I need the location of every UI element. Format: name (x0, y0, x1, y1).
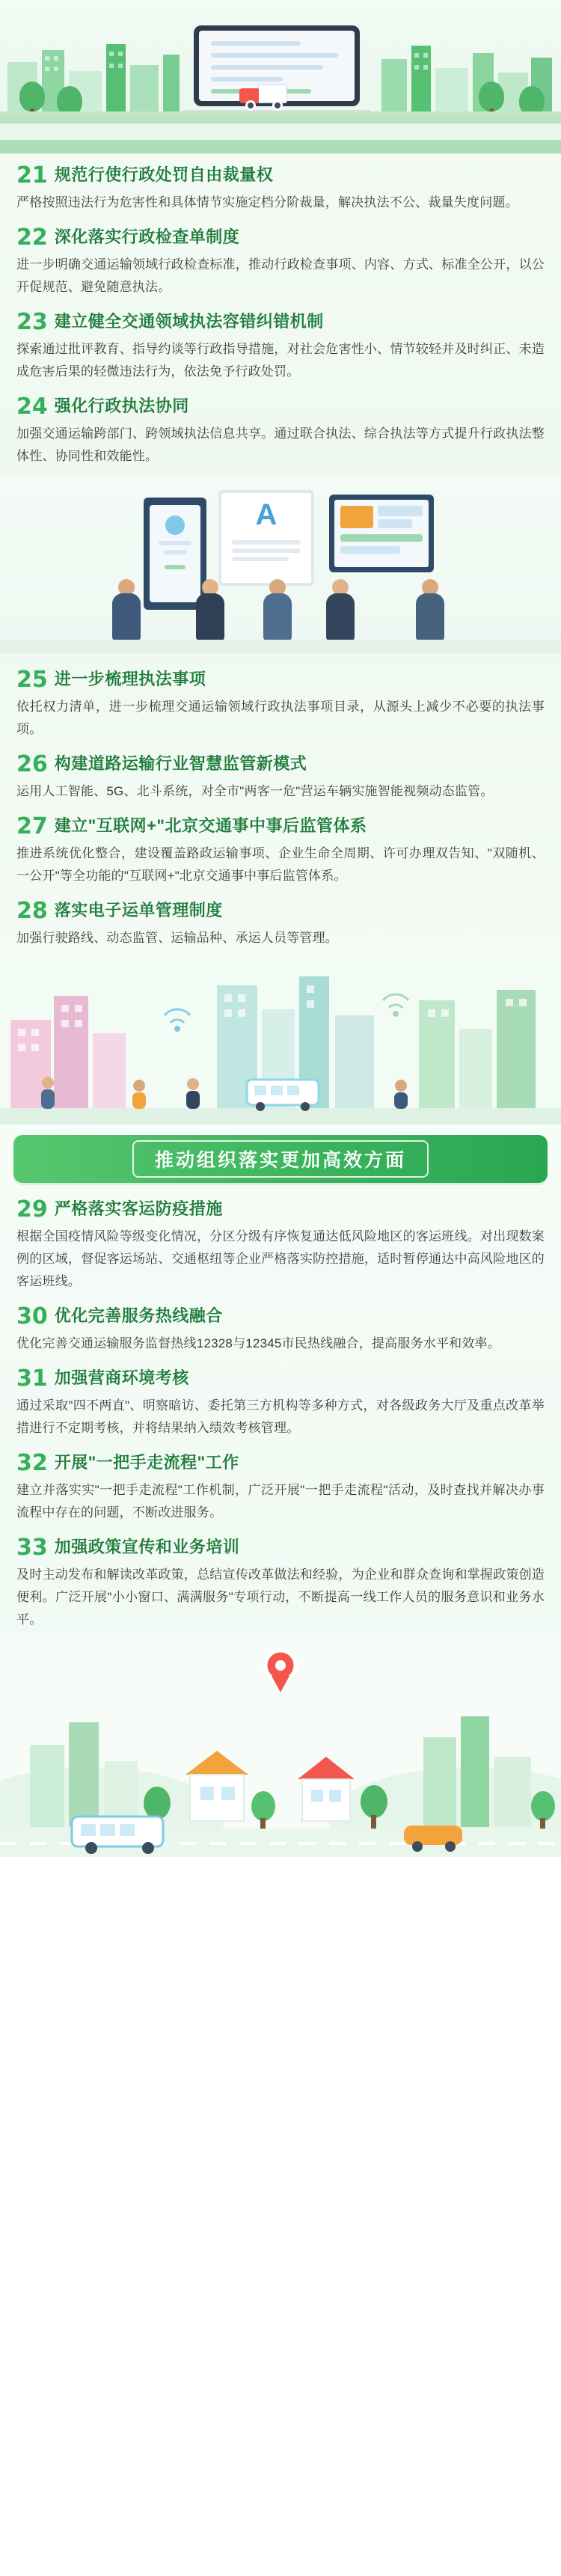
person-figure (112, 579, 141, 641)
hero-road (0, 123, 561, 140)
item-header (16, 1305, 545, 1328)
item-number: 22 (16, 224, 48, 251)
item-header (16, 1451, 545, 1475)
item-header (16, 1536, 545, 1559)
item-number: 25 (16, 667, 48, 693)
item-body: 运用人工智能、5G、北斗系统，对全市"两客一危"营运车辆实施智能视频动态监管。 (16, 784, 494, 798)
banner-label: 推动组织落实更加高效方面 (154, 1150, 406, 1171)
section-items-21-24 (0, 153, 561, 469)
item-header (16, 1198, 545, 1221)
item-title: 严格落实客运防疫措施 (54, 1199, 223, 1218)
item-number: 32 (16, 1450, 48, 1476)
banner-border (132, 1140, 429, 1178)
list-item (16, 300, 545, 385)
item-number: 33 (16, 1535, 48, 1561)
list-item (16, 889, 545, 951)
section-items-25-28 (0, 658, 561, 951)
bottom-city-scene-icon (0, 1633, 561, 1857)
item-body: 及时主动发布和解读改革政策，总结宣传改革做法和经验，为企业和群众查询和掌握政策创造便利。广泛开展"小小窗口、满满服务"专项行动，不断提高一线工作人员的服务意识和业务水平。 (16, 1567, 545, 1627)
bottom-city-illustration (0, 1633, 561, 1857)
list-item (16, 1441, 545, 1526)
item-body: 加强行驶路线、动态监管、运输品种、承运人员等管理。 (16, 931, 338, 945)
item-header (16, 815, 545, 838)
item-body: 进一步明确交通运输领域行政检查标准，推动行政检查事项、内容、方式、标准全公开，以公开促规范、避免随意执法。 (16, 257, 545, 294)
person-figure (196, 579, 224, 641)
item-title: 构建道路运输行业智慧监管新模式 (54, 754, 307, 773)
people-screens-illustration (0, 477, 561, 653)
item-number: 26 (16, 751, 48, 777)
item-header (16, 164, 545, 187)
item-header (16, 310, 545, 334)
item-body: 根据全国疫情风险等级变化情况，分区分级有序恢复通达低风险地区的客运班线。对出现数案例的区域，督促客运场站、交通枢纽等企业严格落实防控措施，适时暂停通达中高风险地区的客运班线。 (16, 1229, 545, 1288)
floor (0, 640, 561, 653)
item-header (16, 226, 545, 249)
item-title: 落实电子运单管理制度 (54, 901, 223, 920)
item-number: 24 (16, 394, 48, 420)
city-scene-icon (0, 951, 561, 1125)
truck-icon (239, 84, 287, 106)
item-title: 强化行政执法协同 (54, 397, 189, 415)
item-body: 推进系统优化整合，建设覆盖路政运输事项、企业生命全周期、许可办理双告知、"双随机、一公开"等全功能的"互联网+"北京交通事中事后监管体系。 (16, 846, 545, 883)
document-panel: A (218, 490, 314, 586)
item-body: 优化完善交通运输服务监督热线12328与12345市民热线融合，提高服务水平和效率。 (16, 1336, 500, 1350)
section-items-29-33 (0, 1187, 561, 1633)
list-item (16, 658, 545, 742)
item-title: 开展"一把手走流程"工作 (54, 1453, 239, 1472)
list-item (16, 215, 545, 300)
item-header (16, 753, 545, 776)
item-header (16, 668, 545, 691)
list-item (16, 1356, 545, 1441)
section-banner-wrap (0, 1125, 561, 1187)
item-number: 29 (16, 1196, 48, 1223)
list-item (16, 804, 545, 889)
item-body: 建立并落实实"一把手走流程"工作机制，广泛开展"一把手走流程"活动，及时查找并解决办事流程中存在的问题，不断改进服务。 (16, 1483, 545, 1520)
monitor-panel (329, 495, 434, 572)
item-title: 规范行使行政处罚自由裁量权 (54, 165, 274, 184)
item-body: 探索通过批评教育、指导约谈等行政指导措施，对社会危害性小、情节较轻并及时纠正、未造成危害后果的轻微违法行为，依法免予行政处罚。 (16, 342, 545, 379)
item-header (16, 1367, 545, 1390)
item-header (16, 899, 545, 923)
item-title: 建立健全交通领域执法容错纠错机制 (54, 312, 324, 331)
item-title: 深化落实行政检查单制度 (54, 227, 240, 246)
list-item (16, 1187, 545, 1294)
item-title: 加强营商环境考核 (54, 1368, 189, 1387)
list-item (16, 153, 545, 215)
person-figure (326, 579, 355, 641)
item-number: 30 (16, 1303, 48, 1330)
section-banner (13, 1135, 548, 1183)
item-number: 27 (16, 813, 48, 839)
item-body: 严格按照违法行为危害性和具体情节实施定档分阶裁量，解决执法不公、裁量失度问题。 (16, 195, 518, 209)
item-title: 优化完善服务热线融合 (54, 1306, 223, 1325)
item-number: 23 (16, 309, 48, 335)
list-item (16, 1294, 545, 1356)
item-number: 21 (16, 162, 48, 189)
item-title: 进一步梳理执法事项 (54, 670, 206, 688)
item-body: 通过采取"四不两直"、明察暗访、委托第三方机构等多种方式，对各级政务大厅及重点改革举措进行不定期考核，并将结果纳入绩效考核管理。 (16, 1398, 545, 1435)
smart-city-illustration (0, 951, 561, 1125)
item-number: 28 (16, 898, 48, 924)
hero-illustration (0, 0, 561, 153)
person-figure (416, 579, 444, 641)
list-item (16, 742, 545, 804)
list-item (16, 1526, 545, 1633)
item-title: 加强政策宣传和业务培训 (54, 1538, 240, 1556)
person-figure (263, 579, 292, 641)
item-title: 建立"互联网+"北京交通事中事后监管体系 (54, 816, 367, 835)
item-body: 加强交通运输跨部门、跨领域执法信息共享。通过联合执法、综合执法等方式提升行政执法整体性、协同性和效能性。 (16, 426, 545, 463)
item-number: 31 (16, 1365, 48, 1392)
item-body: 依托权力清单，进一步梳理交通运输领域行政执法事项目录，从源头上减少不必要的执法事项。 (16, 700, 545, 736)
list-item (16, 385, 545, 469)
item-header (16, 395, 545, 418)
